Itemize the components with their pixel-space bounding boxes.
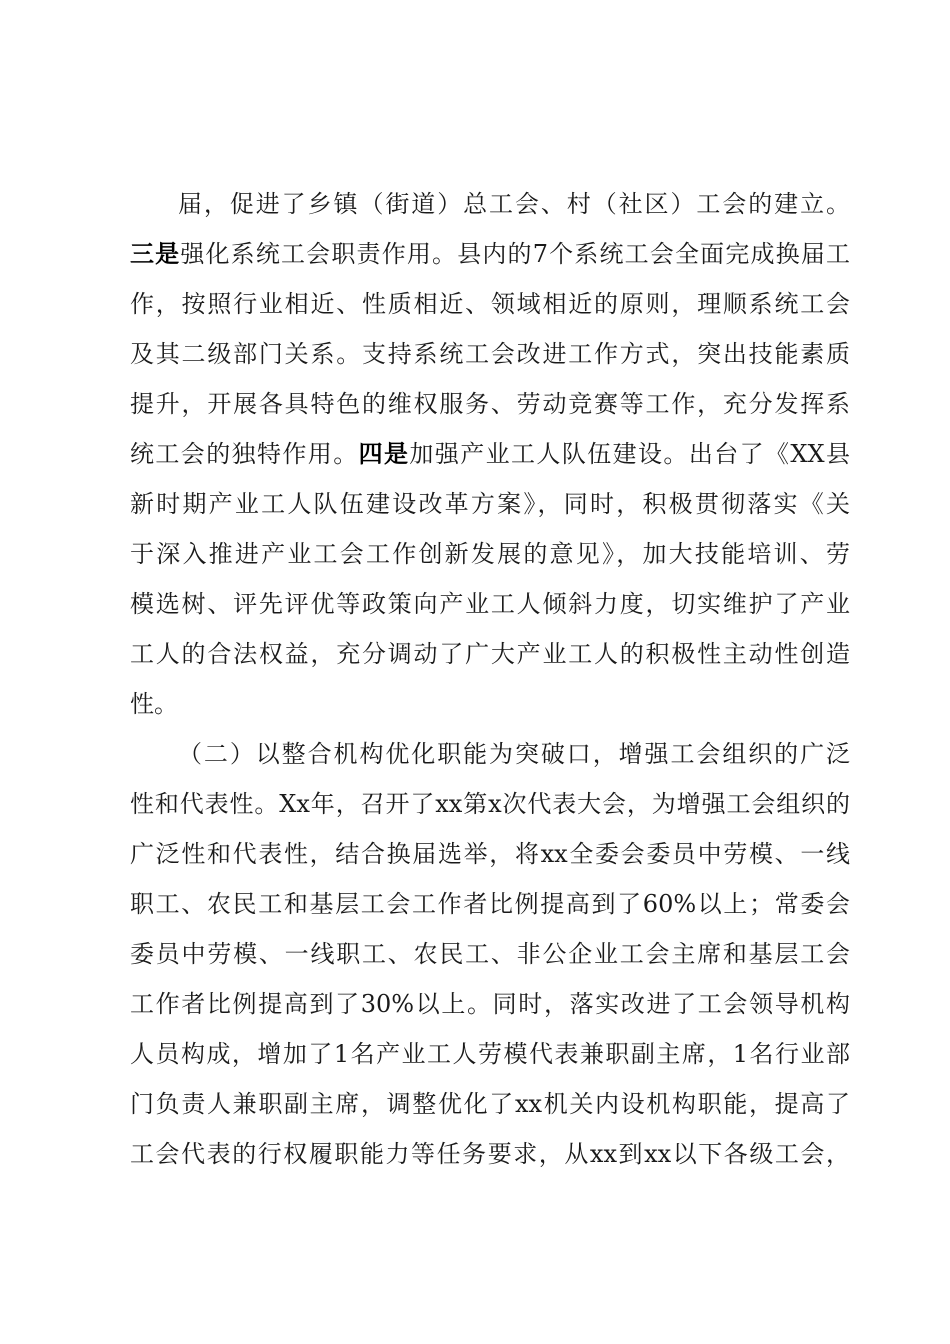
text-run: 人员构成，增加了1名产业工人劳模代表兼职副主席，1名行业部 bbox=[130, 1040, 850, 1068]
text-line bbox=[130, 334, 850, 374]
text-line bbox=[130, 1084, 850, 1124]
text-line bbox=[130, 1034, 850, 1074]
text-run: 作，按照行业相近、性质相近、领域相近的原则，理顺系统工会 bbox=[130, 290, 850, 318]
text-run: 门负责人兼职副主席，调整优化了xx机关内设机构职能，提高了 bbox=[130, 1090, 850, 1118]
text-line bbox=[130, 684, 850, 724]
text-run: 性。 bbox=[130, 690, 178, 718]
text-line bbox=[130, 434, 850, 474]
text-run: 提升，开展各具特色的维权服务、劳动竞赛等工作，充分发挥系 bbox=[130, 390, 850, 418]
text-line bbox=[130, 484, 850, 524]
text-run: 委员中劳模、一线职工、农民工、非公企业工会主席和基层工会 bbox=[130, 940, 850, 968]
text-line bbox=[130, 384, 850, 424]
text-run: 工作者比例提高到了30%以上。同时，落实改进了工会领导机构 bbox=[130, 990, 850, 1018]
text-line bbox=[130, 234, 850, 274]
text-line bbox=[130, 1134, 850, 1174]
text-line bbox=[130, 534, 850, 574]
text-run: 模选树、评先评优等政策向产业工人倾斜力度，切实维护了产业 bbox=[130, 590, 850, 618]
text-run: 新时期产业工人队伍建设改革方案》，同时，积极贯彻落实《关 bbox=[130, 490, 850, 518]
text-run: 于深入推进产业工会工作创新发展的意见》，加大技能培训、劳 bbox=[130, 540, 850, 568]
text-line bbox=[178, 184, 850, 224]
text-run: 强化系统工会职责作用。县内的7个系统工会全面完成换届工 bbox=[180, 240, 850, 268]
text-line bbox=[130, 584, 850, 624]
bold-lead-phrase: 四是 bbox=[358, 439, 410, 468]
text-run: 工人的合法权益，充分调动了广大产业工人的积极性主动性创造 bbox=[130, 640, 850, 668]
text-run: 工会代表的行权履职能力等任务要求，从xx到xx以下各级工会， bbox=[130, 1140, 850, 1168]
text-run: 性和代表性。Xx年，召开了xx第x次代表大会，为增强工会组织的 bbox=[130, 790, 850, 818]
text-line bbox=[130, 884, 850, 924]
text-line bbox=[130, 784, 850, 824]
text-run: 届，促进了乡镇（街道）总工会、村（社区）工会的建立。 bbox=[178, 190, 850, 218]
text-line bbox=[130, 984, 850, 1024]
text-line bbox=[130, 284, 850, 324]
text-run: （二）以整合机构优化职能为突破口，增强工会组织的广泛 bbox=[178, 740, 850, 768]
text-line bbox=[130, 634, 850, 674]
text-run: 职工、农民工和基层工会工作者比例提高到了60%以上；常委会 bbox=[130, 890, 850, 918]
text-line bbox=[130, 834, 850, 874]
bold-lead-phrase: 三是 bbox=[130, 239, 181, 268]
text-run: 及其二级部门关系。支持系统工会改进工作方式，突出技能素质 bbox=[130, 340, 850, 368]
text-run: 加强产业工人队伍建设。出台了《XX县 bbox=[409, 440, 851, 468]
text-run: 广泛性和代表性，结合换届选举，将xx全委会委员中劳模、一线 bbox=[130, 840, 850, 868]
text-run: 统工会的独特作用。 bbox=[130, 440, 359, 468]
text-line bbox=[130, 934, 850, 974]
section-heading-line bbox=[178, 734, 850, 774]
